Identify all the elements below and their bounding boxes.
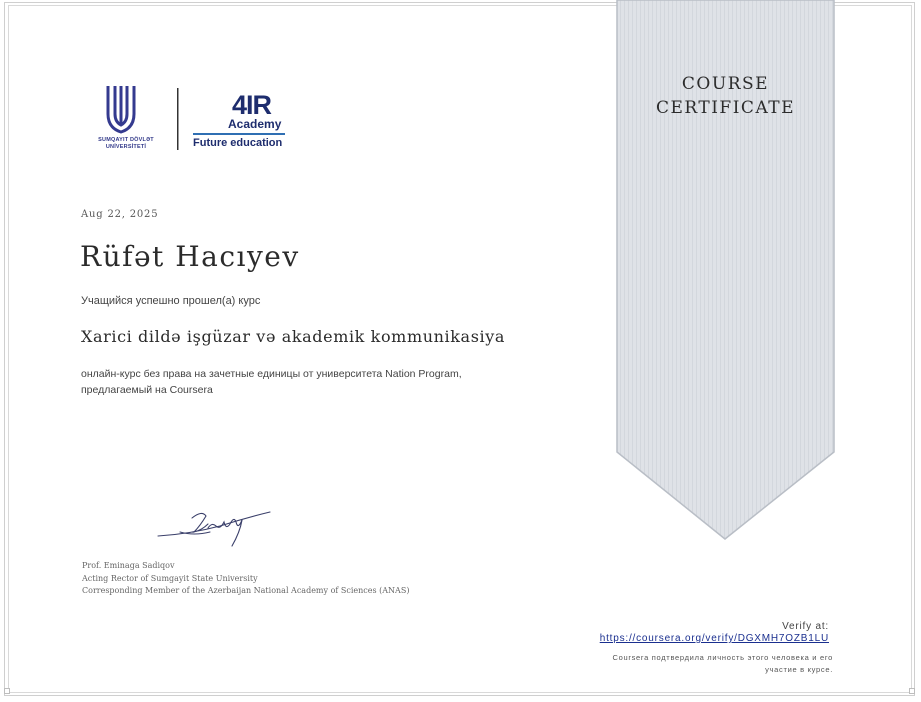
recipient-name: Rüfət Hacıyev [80,240,300,273]
university-name [92,137,160,151]
course-description [81,366,511,398]
ribbon-title [616,72,835,120]
course-title: Xarici dildə işgüzar və akademik kommunikasiya [81,327,505,346]
signature-image [150,502,280,550]
verify-label: Verify at: [782,621,829,632]
corner-ornament-bottom-left [4,688,10,694]
university-name-line1: SUMQAYIT DÖVLƏT [98,137,154,143]
university-name-line2: UNİVERSİTETİ [105,144,147,150]
course-description-line2: предлагаемый на Coursera [81,384,213,396]
signer-name: Prof. Eminaga Sadiqov [82,561,175,570]
issue-date: Aug 22, 2025 [81,209,159,220]
course-description-line1: онлайн-курс без права на зачетные единицы от университета Nation Program, [81,368,462,380]
ribbon-line-course: COURSE [681,74,770,94]
signer-block [82,560,409,598]
academy-tagline: Future education [193,137,283,149]
signer-title: Acting Rector of Sumgayit State University [82,573,258,583]
tagline-divider [193,133,285,135]
verify-note-line2: участие в курсе. [765,665,833,674]
academy-word: Academy [228,117,282,131]
completion-statement: Учащийся успешно прошел(а) курс [81,295,261,307]
verify-note [553,652,833,676]
academy-mark: 4IR [232,90,272,120]
verify-link[interactable]: https://coursera.org/verify/DGXMH7OZB1LU [599,633,829,644]
signer-membership: Corresponding Member of the Azerbaijan National Academy of Sciences (ANAS) [82,586,410,595]
ribbon-line-certificate: CERTIFICATE [655,98,796,118]
verify-note-line1: Coursera подтвердила личность этого человека и его [612,653,833,662]
corner-ornament-bottom-right [909,688,915,694]
